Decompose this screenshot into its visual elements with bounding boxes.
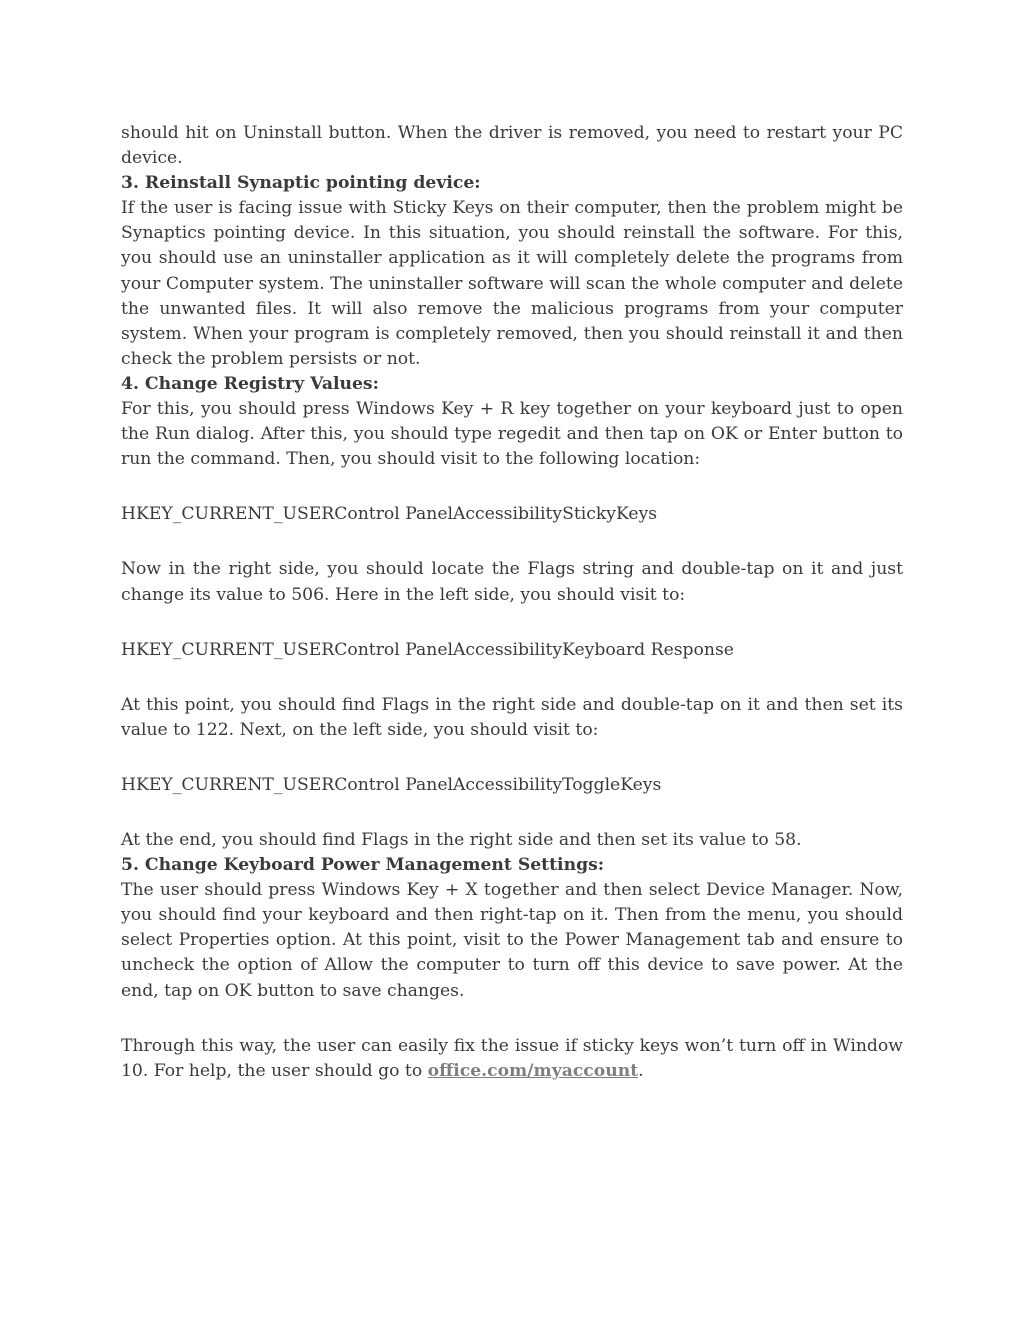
section-4-heading: 4. Change Registry Values: bbox=[121, 373, 379, 394]
section-4-body: For this, you should press Windows Key + R key together on your keyboard just to open the Run dialog. After this, you should type regedit and then tap on OK or Enter button to run the command. Then, you should visit to the following location: bbox=[121, 399, 903, 470]
section-3-body: If the user is facing issue with Sticky Keys on their computer, then the problem might be Synaptics pointing device. In this situation, you should reinstall the software. For this, you should use an uninstaller application as it will completely delete the programs from your Computer system. The uninstaller software will scan the whole computer and delete the unwanted files. It will also remove the malicious programs from your computer system. When your program is completely removed, then you should reinstall it and then check the problem persists or not. bbox=[121, 198, 903, 369]
office-account-link[interactable]: office.com/myaccount bbox=[427, 1060, 639, 1081]
registry-path-toggle-keys: HKEY_CURRENT_USERControl PanelAccessibilityToggleKeys bbox=[121, 774, 662, 795]
registry-path-keyboard-response: HKEY_CURRENT_USERControl PanelAccessibilityKeyboard Response bbox=[121, 639, 734, 660]
section-3-heading: 3. Reinstall Synaptic pointing device: bbox=[121, 173, 481, 194]
document-page bbox=[121, 121, 903, 1084]
section-5-heading: 5. Change Keyboard Power Management Settings: bbox=[121, 855, 605, 876]
intro-paragraph: should hit on Uninstall button. When the driver is removed, you need to restart your PC device. bbox=[121, 123, 903, 169]
section-4-paragraph-4: At the end, you should find Flags in the right side and then set its value to 58. bbox=[121, 829, 802, 850]
closing-paragraph bbox=[121, 1034, 903, 1084]
section-4-paragraph-3: At this point, you should find Flags in the right side and double-tap on it and then set its value to 122. Next, on the left side, you should visit to: bbox=[121, 694, 903, 740]
closing-period: . bbox=[638, 1060, 644, 1081]
registry-path-sticky-keys: HKEY_CURRENT_USERControl PanelAccessibilityStickyKeys bbox=[121, 504, 658, 525]
section-4-paragraph-2: Now in the right side, you should locate the Flags string and double-tap on it and just change its value to 506. Here in the left side, you should visit to: bbox=[121, 559, 903, 605]
closing-text: Through this way, the user can easily fix the issue if sticky keys won’t turn off in Window 10. For help, the user should go to bbox=[121, 1035, 903, 1081]
section-5-body: The user should press Windows Key + X together and then select Device Manager. Now, you should find your keyboard and then right-tap on it. Then from the menu, you should select Properties option. At this point, visit to the Power Management tab and ensure to uncheck the option of Allow the computer to turn off this device to save power. At the end, tap on OK button to save changes. bbox=[121, 880, 903, 1001]
